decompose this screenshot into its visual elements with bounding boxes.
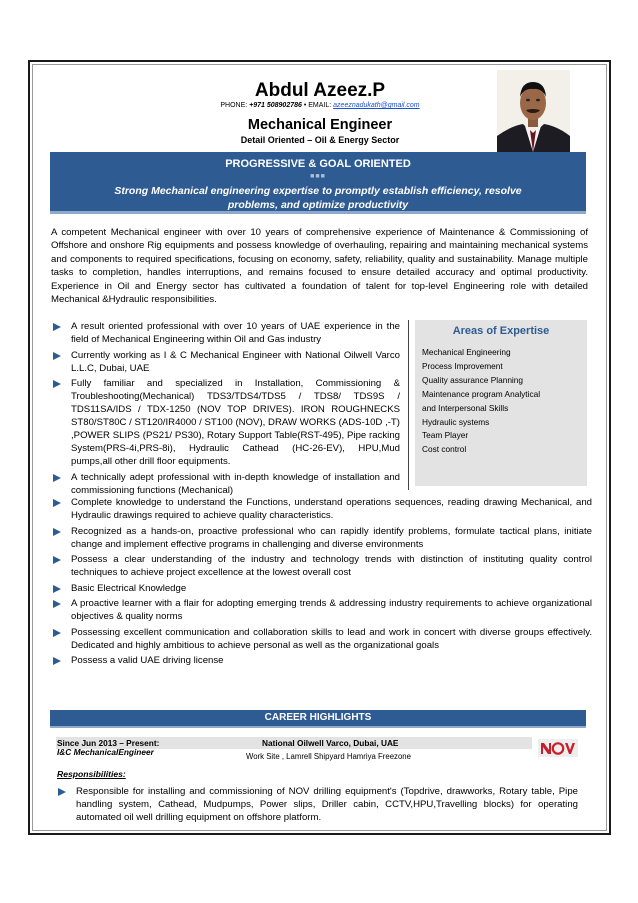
- career-highlights-title: CAREER HIGHLIGHTS: [264, 712, 372, 723]
- email-link[interactable]: azeeznadukath@gmail.com: [333, 102, 420, 109]
- expertise-item: Quality assurance Planning: [422, 374, 524, 385]
- contact-line: [140, 102, 500, 109]
- expertise-item: and Interpersonal Skills: [422, 402, 509, 413]
- job-site: Work Site , Lamrell Shipyard Hamriya Freezone: [246, 752, 411, 761]
- job-company: National Oilwell Varco, Dubai, UAE: [262, 738, 399, 748]
- bullet-arrow-icon: [53, 352, 61, 360]
- list-item: [52, 496, 592, 522]
- bullet-arrow-icon: [53, 499, 61, 507]
- job-role-title: Mechanical Engineer: [247, 117, 393, 133]
- list-item-text: A proactive learner with a flair for adopting emerging trends & addressing industry requirements to achieve organizational objectives & quality norms: [71, 598, 592, 622]
- expertise-item: Hydraulic systems: [422, 416, 490, 427]
- column-divider: [408, 320, 409, 490]
- banner-tagline: Strong Mechanical engineering expertise to promptly establish efficiency, resolve problems, and optimize productivity: [114, 185, 522, 211]
- bullet-arrow-icon: [53, 528, 61, 536]
- job-dates: Since Jun 2013 – Present:: [57, 738, 160, 748]
- list-item: [52, 471, 400, 497]
- expertise-item: Cost control: [422, 444, 467, 455]
- expertise-item: Mechanical Engineering: [422, 347, 511, 357]
- bullet-arrow-icon: [53, 600, 61, 608]
- expertise-item: Process Improvement: [422, 360, 503, 371]
- job-role-subtitle: Detail Oriented – Oil & Energy Sector: [240, 135, 400, 145]
- bullet-arrow-icon: [53, 585, 61, 593]
- banner-title: PROGRESSIVE & GOAL ORIENTED: [225, 158, 411, 170]
- profile-summary: A competent Mechanical engineer with over 10 years of comprehensive experience of Maintenance & Commissioning of Offshore and onshore Rig equipments and possess knowledge of overhauling, repairing and maintaining mechanical systems and components to required specifications, focusing on economy, safety, reliability, quality and sustainability. Manage multiple tasks to completion, handles interruptions, and remains focused to ensure detailed accuracy and optimal productivity. Experience in Oil and Energy sector has cultivated a foundation of talent for top-level Engineering role with detailed Mechanical &Hydraulic responsibilities.: [51, 227, 588, 306]
- list-item-text: Fully familiar and specialized in Installation, Commissioning & Troubleshooting(Mechanical) TDS3/TDS4/TDS5 / TDS8/ TDS9S / TDS11SA/IDS / TDX-1250 (NOV TOP DRIVES). IRON ROUGHNECKS ST80/ST80C / ST120/IR4000 / ST100 (NOV), DRAW WORKS (ADS-10D ,-T) ,POWER SLIPS (PS21/ PS30), Rotary Support Table(RST-495), Pipe racking System(PRS-4i,PRS-8i), Hydraulic Cathead (HC-26-EV), HPU,Mud pumps,all other drill floor equipments.: [71, 378, 400, 467]
- areas-of-expertise-list: [422, 346, 587, 457]
- bullet-arrow-icon: [53, 380, 61, 388]
- list-item: [52, 582, 592, 595]
- email-label: EMAIL:: [308, 102, 332, 109]
- banner-dots-icon: ■■■: [310, 173, 326, 180]
- list-item: [52, 320, 400, 346]
- list-item: [52, 597, 592, 623]
- profile-photo: [497, 70, 570, 152]
- bullet-arrow-icon: [53, 474, 61, 482]
- list-item-text: Currently working as I & C Mechanical Engineer with National Oilwell Varco L.L.C, Dubai, UAE: [71, 349, 400, 374]
- highlights-list-left: [52, 320, 400, 499]
- list-item-text: Recognized as a hands-on, proactive professional who can rapidly identify problems, formulate tactical plans, initiate change and implement effective programs in challenging and diverse environments: [71, 525, 592, 550]
- bullet-arrow-icon: [53, 556, 61, 564]
- list-item-text: Responsible for installing and commissioning of NOV drilling equipment's (Topdrive, drawworks, Rotary table, Pipe handling system, Cathead, Mudpumps, Power slips, Driller cabin, CCTV,HPU,Travelling blocks) for operating automated oil well drilling equipment on offshore platform.: [76, 786, 578, 823]
- job-title: I&C MechanicalEngineer: [57, 747, 154, 757]
- list-item-text: Basic Electrical Knowledge: [71, 582, 187, 594]
- bullet-arrow-icon: [53, 657, 61, 665]
- list-item-text: A result oriented professional with over 10 years of UAE experience in the field of Mechanical Engineering within Oil and Gas industry: [71, 321, 400, 345]
- bullet-arrow-icon: [58, 788, 66, 796]
- list-item-text: A technically adept professional with in-depth knowledge of installation and commissioning functions (Mechanical): [71, 471, 400, 496]
- bullet-arrow-icon: [53, 323, 61, 331]
- list-item: [52, 553, 592, 579]
- list-item: [57, 785, 578, 824]
- responsibilities-list: [57, 785, 578, 827]
- list-item: [52, 525, 592, 551]
- list-item: [52, 349, 400, 375]
- phone-label: PHONE:: [220, 102, 248, 109]
- expertise-item: Team Player: [422, 430, 469, 441]
- bullet-arrow-icon: [53, 629, 61, 637]
- candidate-name: Abdul Azeez.P: [254, 80, 386, 101]
- list-item-text: Possess a clear understanding of the industry and technology trends with distinction of instituting quality control techniques to achieve project excellence at the lowest overall cost: [71, 554, 592, 578]
- list-item: [52, 626, 592, 652]
- nov-logo: [538, 739, 578, 757]
- highlights-list-full: [52, 496, 592, 670]
- responsibilities-heading: Responsibilities:: [57, 769, 126, 779]
- list-item-text: Complete knowledge to understand the Functions, understand operations sequences, reading drawing Mechanical, and Hydraulic drawings required to achieve quality characteristics.: [71, 497, 592, 521]
- expertise-item: Maintenance program Analytical: [422, 388, 541, 399]
- list-item: [52, 654, 592, 667]
- list-item: [52, 377, 400, 468]
- areas-of-expertise-title: Areas of Expertise: [452, 325, 550, 337]
- list-item-text: Possessing excellent communication and collaboration skills to lead and work in concert with diverse groups effectively. Dedicated and highly ambitious to achieve personal as well as the organizational goals: [71, 626, 592, 651]
- list-item-text: Possess a valid UAE driving license: [71, 655, 224, 666]
- contact-separator: •: [303, 102, 307, 109]
- phone-number: +971 508902786: [249, 102, 302, 109]
